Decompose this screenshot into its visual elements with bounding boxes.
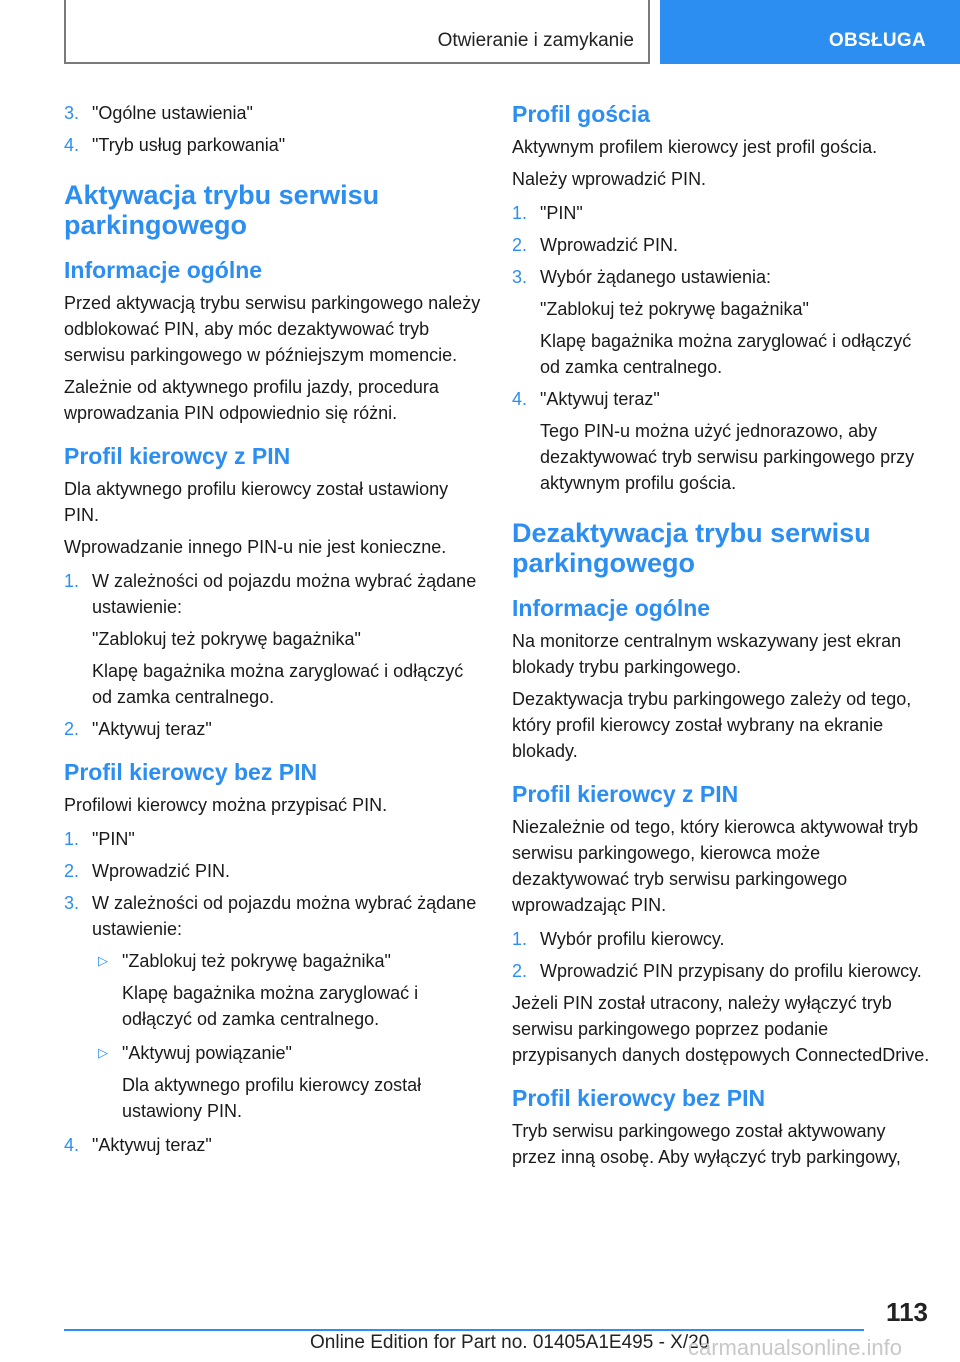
list-item [64, 132, 482, 158]
deactivation-steps-list [512, 926, 930, 984]
paragraph: Należy wprowadzić PIN. [512, 169, 707, 189]
list-number: 1. [64, 571, 80, 591]
bullet-item [92, 1040, 482, 1124]
option-label: "Zablokuj też pokrywę bagażnika" [92, 629, 361, 649]
paragraph: Jeżeli PIN został utracony, należy wyłączyć tryb serwisu parkingowego poprzez podanie przypisanych danych dostępowych ConnectedDrive. [512, 993, 930, 1065]
heading-profile-with-pin: Profil kierowcy z PIN [64, 443, 291, 469]
pin-steps-list [64, 568, 482, 742]
list-number: 3. [64, 103, 80, 123]
list-text: Wprowadzić PIN przypisany do profilu kierowcy. [540, 961, 922, 981]
list-text: "Aktywuj teraz" [92, 719, 212, 739]
left-column [64, 100, 482, 1164]
right-column [512, 100, 930, 1176]
list-item [64, 826, 482, 852]
list-item [512, 264, 930, 380]
nopin-steps-list [64, 826, 482, 1158]
paragraph: Przed aktywacją trybu serwisu parkingowego należy odblokować PIN, aby móc dezaktywować tryb serwisu parkingowego w późniejszym momencie. [64, 293, 481, 365]
list-text: Wprowadzić PIN. [540, 235, 679, 255]
list-item [64, 716, 482, 742]
triangle-bullet-icon: ▷ [98, 953, 108, 968]
list-number: 4. [64, 1135, 80, 1155]
bullet-item [92, 948, 482, 1032]
list-number: 1. [512, 929, 528, 949]
paragraph: Profilowi kierowcy można przypisać PIN. [64, 795, 388, 815]
list-text: "PIN" [540, 203, 583, 223]
option-description: Klapę bagażnika można zaryglować i odłączyć od zamka centralnego. [540, 331, 912, 377]
option-description: Tego PIN-u można użyć jednorazowo, aby dezaktywować tryb serwisu parkingowego przy aktywnym profilu gościa. [540, 421, 915, 493]
list-text: W zależności od pojazdu można wybrać żądane ustawienie: [92, 571, 477, 617]
paragraph: Zależnie od aktywnego profilu jazdy, procedura wprowadzania PIN odpowiednio się różni. [64, 377, 439, 423]
footer-divider [64, 1329, 864, 1331]
list-text: "Ogólne ustawienia" [92, 103, 253, 123]
option-description: Klapę bagażnika można zaryglować i odłączyć od zamka centralnego. [92, 661, 464, 707]
option-label: "Zablokuj też pokrywę bagażnika" [540, 299, 809, 319]
list-number: 3. [64, 893, 80, 913]
section-tab[interactable] [660, 0, 960, 64]
list-number: 4. [64, 135, 80, 155]
list-item [512, 386, 930, 496]
list-number: 2. [64, 861, 80, 881]
list-text: Wybór profilu kierowcy. [540, 929, 725, 949]
list-item [64, 100, 482, 126]
paragraph: Tryb serwisu parkingowego został aktywowany przez inną osobę. Aby wyłączyć tryb parkingowy, [512, 1121, 901, 1167]
page-number: 113 [886, 1297, 928, 1327]
list-item [512, 200, 930, 226]
section-tab-label: OBSŁUGA [828, 30, 926, 51]
list-number: 4. [512, 389, 528, 409]
option-label: "Zablokuj też pokrywę bagażnika" [122, 951, 391, 971]
paragraph: Niezależnie od tego, który kierowca aktywował tryb serwisu parkingowego, kierowca może dezaktywować tryb serwisu parkingowego wprowadzając PIN. [512, 817, 919, 915]
list-item [64, 1132, 482, 1158]
paragraph: Wprowadzanie innego PIN-u nie jest konieczne. [64, 537, 447, 557]
option-bullet-list [92, 948, 482, 1124]
paragraph: Dla aktywnego profilu kierowcy został ustawiony PIN. [64, 479, 449, 525]
list-item [512, 232, 930, 258]
heading-general-info: Informacje ogólne [512, 595, 711, 621]
list-item [64, 568, 482, 710]
list-item [64, 858, 482, 884]
heading-activation: Aktywacja trybu serwisu parkingowego [64, 180, 380, 240]
list-text: "Aktywuj teraz" [92, 1135, 212, 1155]
heading-deactivation: Dezaktywacja trybu serwisu parkingowego [512, 518, 871, 578]
list-item [512, 926, 930, 952]
triangle-bullet-icon: ▷ [98, 1045, 108, 1060]
list-number: 2. [64, 719, 80, 739]
list-number: 2. [512, 961, 528, 981]
list-text: Wprowadzić PIN. [92, 861, 231, 881]
heading-general-info: Informacje ogólne [64, 257, 263, 283]
list-text: W zależności od pojazdu można wybrać żądane ustawienie: [92, 893, 477, 939]
watermark: carmanualsonline.info [688, 1335, 903, 1360]
option-description: Dla aktywnego profilu kierowcy został ustawiony PIN. [122, 1075, 422, 1121]
footer-edition: Online Edition for Part no. 01405A1E495 - X/20 [310, 1332, 710, 1353]
paragraph: Aktywnym profilem kierowcy jest profil gościa. [512, 137, 878, 157]
paragraph: Na monitorze centralnym wskazywany jest ekran blokady trybu parkingowego. [512, 631, 902, 677]
guest-steps-list [512, 200, 930, 496]
header-frame [64, 0, 650, 64]
chapter-title: Otwieranie i zamykanie [437, 30, 634, 51]
option-description: Klapę bagażnika można zaryglować i odłączyć od zamka centralnego. [122, 983, 419, 1029]
list-number: 1. [512, 203, 528, 223]
heading-guest-profile: Profil gościa [512, 101, 651, 127]
list-item [512, 958, 930, 984]
intro-list [64, 100, 482, 158]
list-text: "Aktywuj teraz" [540, 389, 660, 409]
list-item [64, 890, 482, 1124]
list-text: Wybór żądanego ustawienia: [540, 267, 771, 287]
list-number: 3. [512, 267, 528, 287]
heading-profile-without-pin: Profil kierowcy bez PIN [512, 1085, 766, 1111]
list-text: "Tryb usług parkowania" [92, 135, 286, 155]
heading-profile-with-pin: Profil kierowcy z PIN [512, 781, 739, 807]
list-number: 1. [64, 829, 80, 849]
paragraph: Dezaktywacja trybu parkingowego zależy od tego, który profil kierowcy został wybrany na ekranie blokady. [512, 689, 912, 761]
heading-profile-without-pin: Profil kierowcy bez PIN [64, 759, 318, 785]
list-text: "PIN" [92, 829, 135, 849]
list-number: 2. [512, 235, 528, 255]
option-label: "Aktywuj powiązanie" [122, 1043, 292, 1063]
